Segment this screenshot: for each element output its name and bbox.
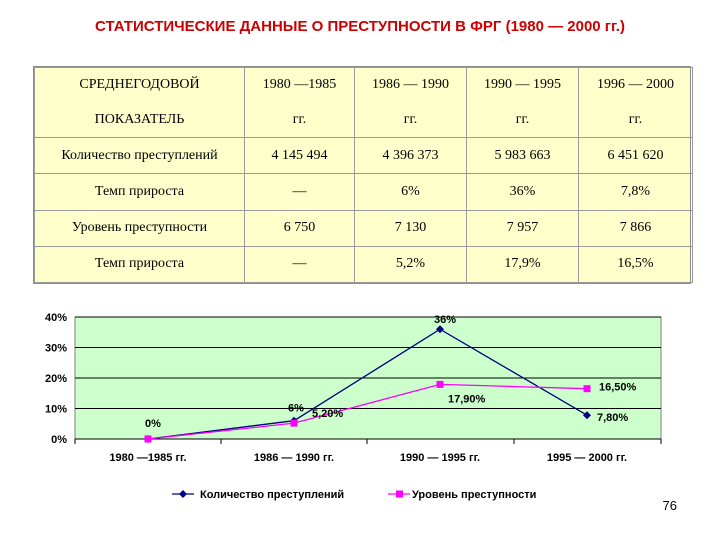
data-label: 5,20% <box>312 408 344 421</box>
y-tick-label: 0% <box>51 434 67 446</box>
page-number: 76 <box>662 498 677 513</box>
table-cell: 4 145 494 <box>245 138 355 174</box>
table-cell: 7 957 <box>467 210 579 246</box>
header-cell: ПОКАЗАТЕЛЬ <box>35 103 245 138</box>
y-tick-label: 20% <box>44 373 67 385</box>
legend-label: Уровень преступности <box>412 489 537 501</box>
data-point-square <box>145 436 152 443</box>
data-label: 6% <box>288 402 304 415</box>
table-cell: 36% <box>467 174 579 210</box>
chart-svg <box>0 300 720 525</box>
table-row <box>35 174 693 210</box>
data-label: 7,80% <box>597 412 629 425</box>
header-cell: гг. <box>467 103 579 138</box>
table-cell: 6 451 620 <box>579 138 693 174</box>
table-row <box>35 138 693 174</box>
data-point-square <box>584 385 591 392</box>
table-cell: 7,8% <box>579 174 693 210</box>
y-tick-label: 10% <box>44 403 67 416</box>
header-cell: 1986 — 1990 <box>355 68 467 103</box>
header-cell: гг. <box>579 103 693 138</box>
row-label: Темп прироста <box>35 174 245 210</box>
table-cell: — <box>245 246 355 282</box>
table-row <box>35 246 693 282</box>
table-header-row-1 <box>35 68 693 103</box>
table-cell: 16,5% <box>579 246 693 282</box>
row-label: Темп прироста <box>35 246 245 282</box>
line-chart <box>0 300 720 525</box>
table-cell: 5,2% <box>355 246 467 282</box>
y-tick-label: 40% <box>44 312 67 324</box>
legend-marker-square <box>396 491 403 498</box>
header-cell: СРЕДНЕГОДОВОЙ <box>35 68 245 103</box>
data-label: 0% <box>145 418 161 430</box>
data-label: 17,90% <box>448 393 486 406</box>
x-tick-label: 1986 — 1990 гг. <box>253 452 335 464</box>
data-label: 16,50% <box>599 381 637 394</box>
table-cell: 6 750 <box>245 210 355 246</box>
data-point-square <box>291 420 298 427</box>
header-cell: 1980 —1985 <box>245 68 355 103</box>
table-cell: — <box>245 174 355 210</box>
header-cell: 1996 — 2000 <box>579 68 693 103</box>
legend-label: Количество преступлений <box>200 489 345 501</box>
row-label: Количество преступлений <box>35 138 245 174</box>
x-tick-label: 1995 — 2000 гг. <box>546 452 628 464</box>
table-row <box>35 210 693 246</box>
table-cell: 5 983 663 <box>467 138 579 174</box>
header-cell: гг. <box>245 103 355 138</box>
table-cell: 6% <box>355 174 467 210</box>
table-cell: 7 130 <box>355 210 467 246</box>
row-label: Уровень преступности <box>35 210 245 246</box>
header-cell: 1990 — 1995 <box>467 68 579 103</box>
table-cell: 7 866 <box>579 210 693 246</box>
statistics-table <box>33 66 691 284</box>
data-point-square <box>437 381 444 388</box>
legend-marker-diamond <box>179 490 187 498</box>
header-cell: гг. <box>355 103 467 138</box>
slide-title: СТАТИСТИЧЕСКИЕ ДАННЫЕ О ПРЕСТУПНОСТИ В ФРГ (1980 — 2000 гг.) <box>95 18 625 35</box>
table-cell: 4 396 373 <box>355 138 467 174</box>
x-tick-label: 1990 — 1995 гг. <box>399 452 481 464</box>
table-cell: 17,9% <box>467 246 579 282</box>
table-header-row-2 <box>35 103 693 138</box>
x-tick-label: 1980 —1985 гг. <box>109 452 187 464</box>
data-label: 36% <box>434 314 457 327</box>
y-tick-label: 30% <box>44 342 67 355</box>
